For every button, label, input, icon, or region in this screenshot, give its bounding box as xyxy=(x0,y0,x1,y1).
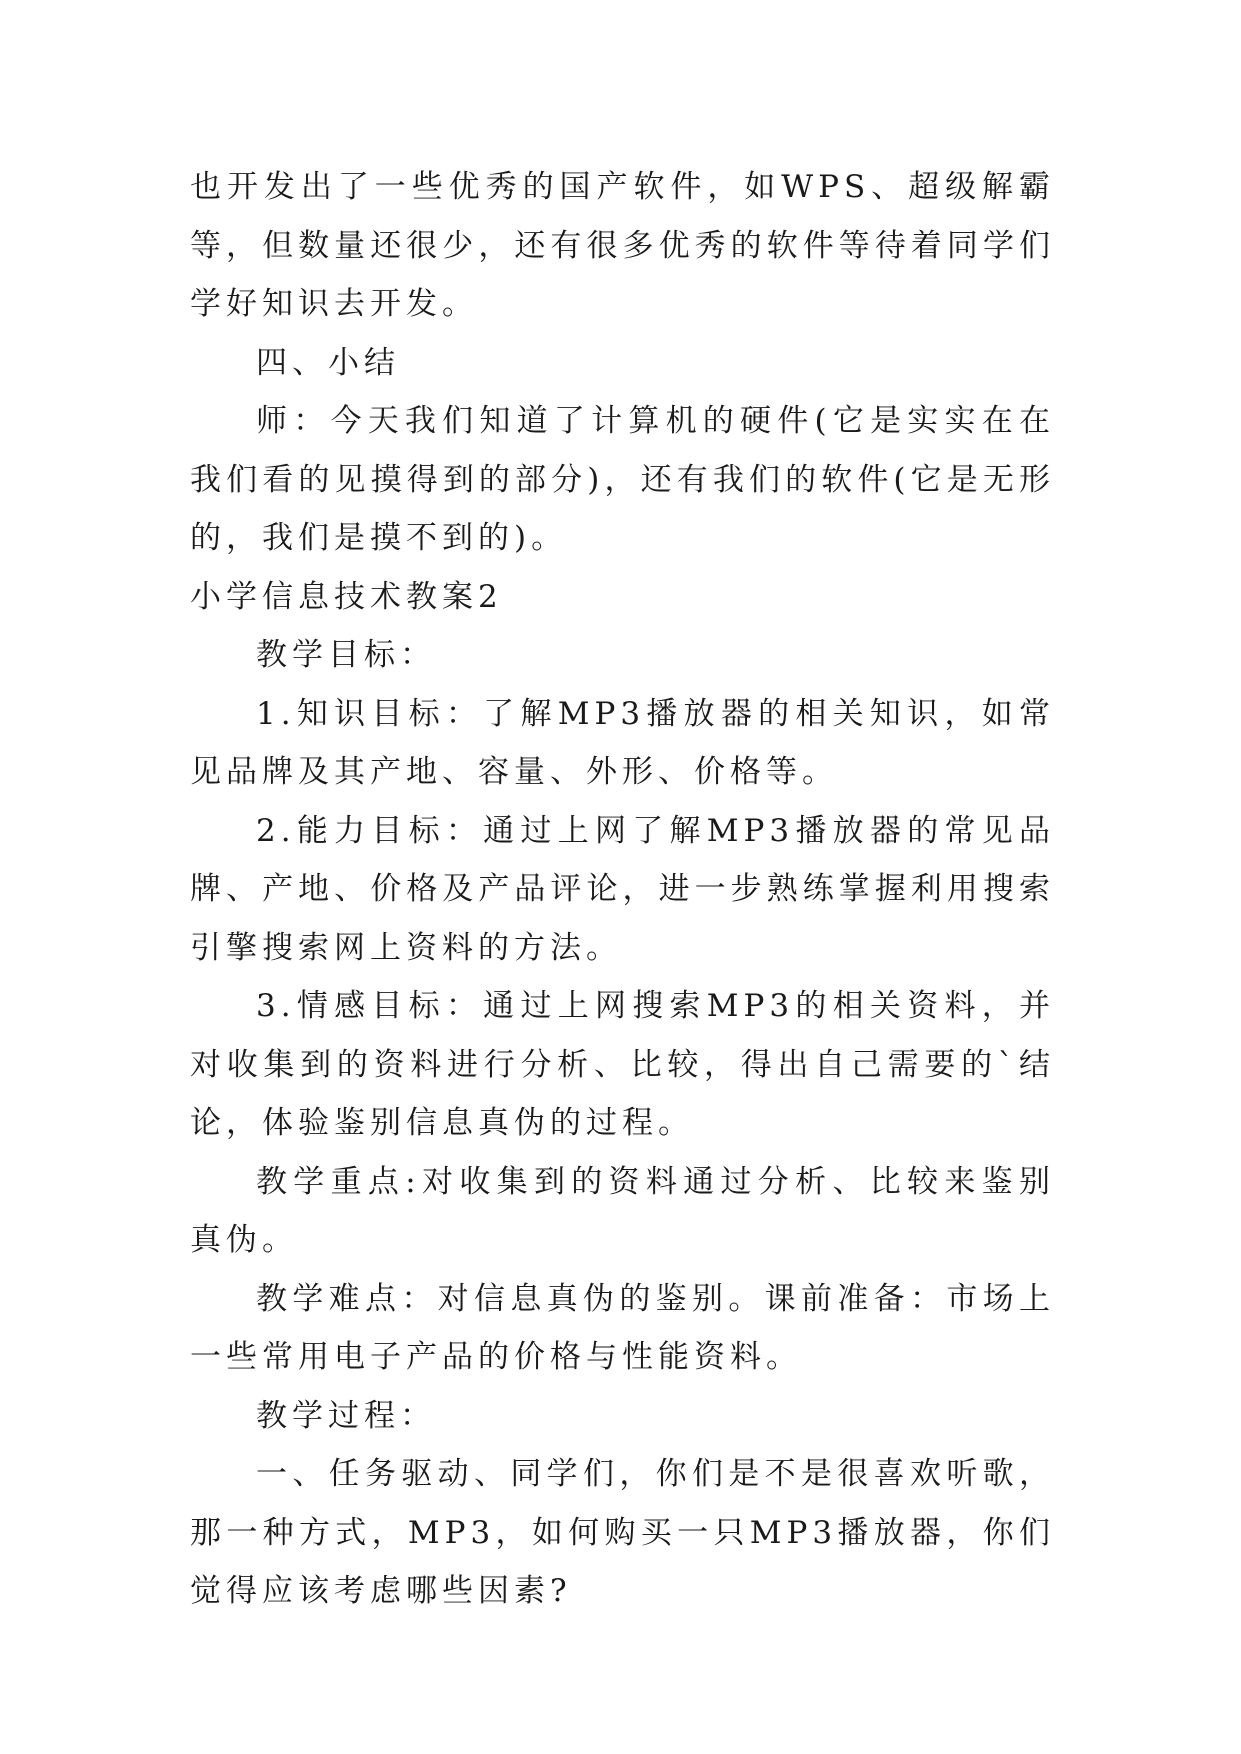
lesson-title: 小学信息技术教案2 xyxy=(190,578,503,615)
paragraph-teacher-summary: 师：今天我们知道了计算机的硬件(它是实实在在我们看的见摸得到的部分)，还有我们的软件(它是无形的，我们是摸不到的)。 xyxy=(190,403,1055,556)
paragraph-ability-goal: 2.能力目标：通过上网了解MP3播放器的常见品牌、产地、价格及产品评论，进一步熟练掌握利用搜索引擎搜索网上资料的方法。 xyxy=(190,812,1055,966)
heading-summary: 四、小结 xyxy=(256,344,400,381)
document-body xyxy=(190,158,1055,1621)
paragraph-task-driven: 一、任务驱动、同学们，你们是不是很喜欢听歌，那一种方式，MP3，如何购买一只MP3播放器，你们觉得应该考虑哪些因素? xyxy=(190,1456,1055,1609)
heading-teaching-goals: 教学目标： xyxy=(256,637,436,673)
paragraph-knowledge-goal: 1.知识目标：了解MP3播放器的相关知识，如常见品牌及其产地、容量、外形、价格等。 xyxy=(190,695,1055,790)
heading-teaching-process: 教学过程： xyxy=(256,1397,436,1434)
paragraph-emotion-goal: 3.情感目标：通过上网搜索MP3的相关资料，并对收集到的资料进行分析、比较，得出自己需要的`结论，体验鉴别信息真伪的过程。 xyxy=(190,988,1055,1141)
paragraph-software-intro: 也开发出了一些优秀的国产软件，如WPS、超级解霸等，但数量还很少，还有很多优秀的软件等待着同学们学好知识去开发。 xyxy=(190,169,1055,322)
paragraph-teaching-difficulty: 教学难点：对信息真伪的鉴别。课前准备：市场上一些常用电子产品的价格与性能资料。 xyxy=(190,1280,1055,1375)
paragraph-teaching-focus: 教学重点:对收集到的资料通过分析、比较来鉴别真伪。 xyxy=(190,1163,1055,1258)
